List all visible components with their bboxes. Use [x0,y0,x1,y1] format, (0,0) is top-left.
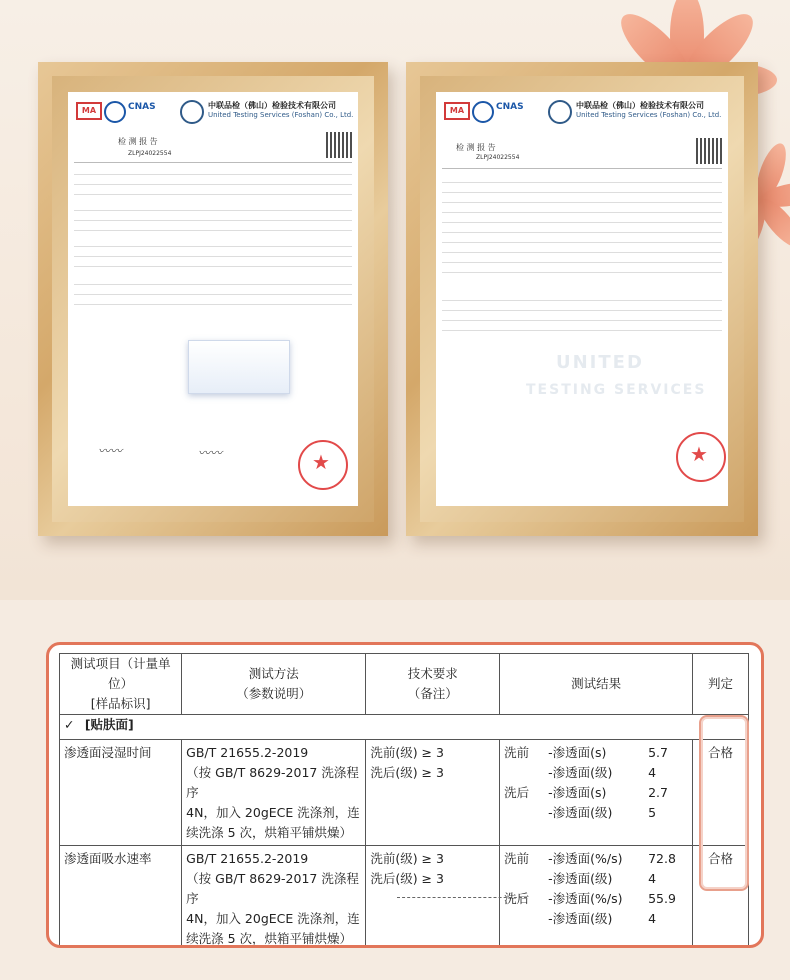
test-method: GB/T 21655.2-2019 （按 GB/T 8629-2017 洗涤程序 4N，加入 20gECE 洗涤剂，连 续洗涤 5 次，烘箱平铺烘燥） [182,740,366,846]
header-test-method: 测试方法 （参数说明） [182,654,366,715]
company-name-cn: 中联品检（佛山）检验技术有限公司 [208,101,336,110]
header-result: 测试结果 [500,654,693,715]
header-verdict: 判定 [693,654,749,715]
official-stamp: ★ [676,432,726,482]
left-certificate-frame [38,62,388,536]
verdict-highlight-box [699,715,749,891]
header-test-item: 测试项目（计量单位） [样品标识] [60,654,182,715]
right-report-paper [436,92,728,506]
product-photo [188,340,290,394]
report-number: ZLPJ24022554 [128,150,172,157]
ilac-logo [104,101,126,123]
section-label: [贴肤面] [84,717,134,732]
results-table [59,653,749,948]
company-name-en: United Testing Services (Foshan) Co., Ltd. [576,111,722,119]
test-result: 洗前 -渗透面(s) 5.7 -渗透面(级) 4 洗后 -渗透面(s) 2.7 -渗透面(级) 5 [500,740,693,846]
magnified-results-table [46,642,764,948]
cnas-logo: CNAS [128,102,156,112]
test-item: 渗透面浸湿时间 [60,740,182,846]
qr-code [696,138,722,164]
table-end-mark [397,897,527,899]
test-result: 洗前 -渗透面(%/s) 72.8 -渗透面(级) 4 洗后 -渗透面(%/s) 55.9 -渗透面(级) 4 [500,846,693,949]
test-item: 渗透面吸水速率 [60,846,182,949]
signature-2: 〰〰 [198,446,223,460]
cnas-logo: CNAS [496,102,524,112]
ma-logo: MA [76,102,102,120]
check-mark-icon: ✓ [64,717,75,732]
watermark-text-2: TESTING SERVICES [526,382,707,398]
test-method: GB/T 21655.2-2019 （按 GB/T 8629-2017 洗涤程序 4N，加入 20gECE 洗涤剂，连 续洗涤 5 次，烘箱平铺烘燥） [182,846,366,949]
qr-code [326,132,352,158]
requirement: 洗前(级) ≥ 3 洗后(级) ≥ 3 [366,740,500,846]
watermark-text: UNITED [556,352,644,373]
official-stamp: ★ [298,440,348,490]
report-title: 检 测 报 告 [456,143,496,152]
requirement: 洗前(级) ≥ 3 洗后(级) ≥ 3 [366,846,500,949]
ilac-logo [472,101,494,123]
signature-1: 〰〰 [98,444,123,458]
report-number: ZLPJ24022554 [476,154,520,161]
table-header-row [60,654,749,715]
verdict: 合格 [693,846,749,949]
verdict: 合格 [693,740,749,846]
section-row [60,715,749,740]
right-certificate-frame [406,62,758,536]
uts-logo [180,100,204,124]
left-report-paper [68,92,358,506]
table-row [60,740,749,846]
company-name-cn: 中联品检（佛山）检验技术有限公司 [576,101,704,110]
uts-logo [548,100,572,124]
report-title: 检 测 报 告 [118,137,158,146]
company-name-en: United Testing Services (Foshan) Co., Ltd. [208,111,354,119]
ma-logo: MA [444,102,470,120]
header-requirement: 技术要求 （备注） [366,654,500,715]
